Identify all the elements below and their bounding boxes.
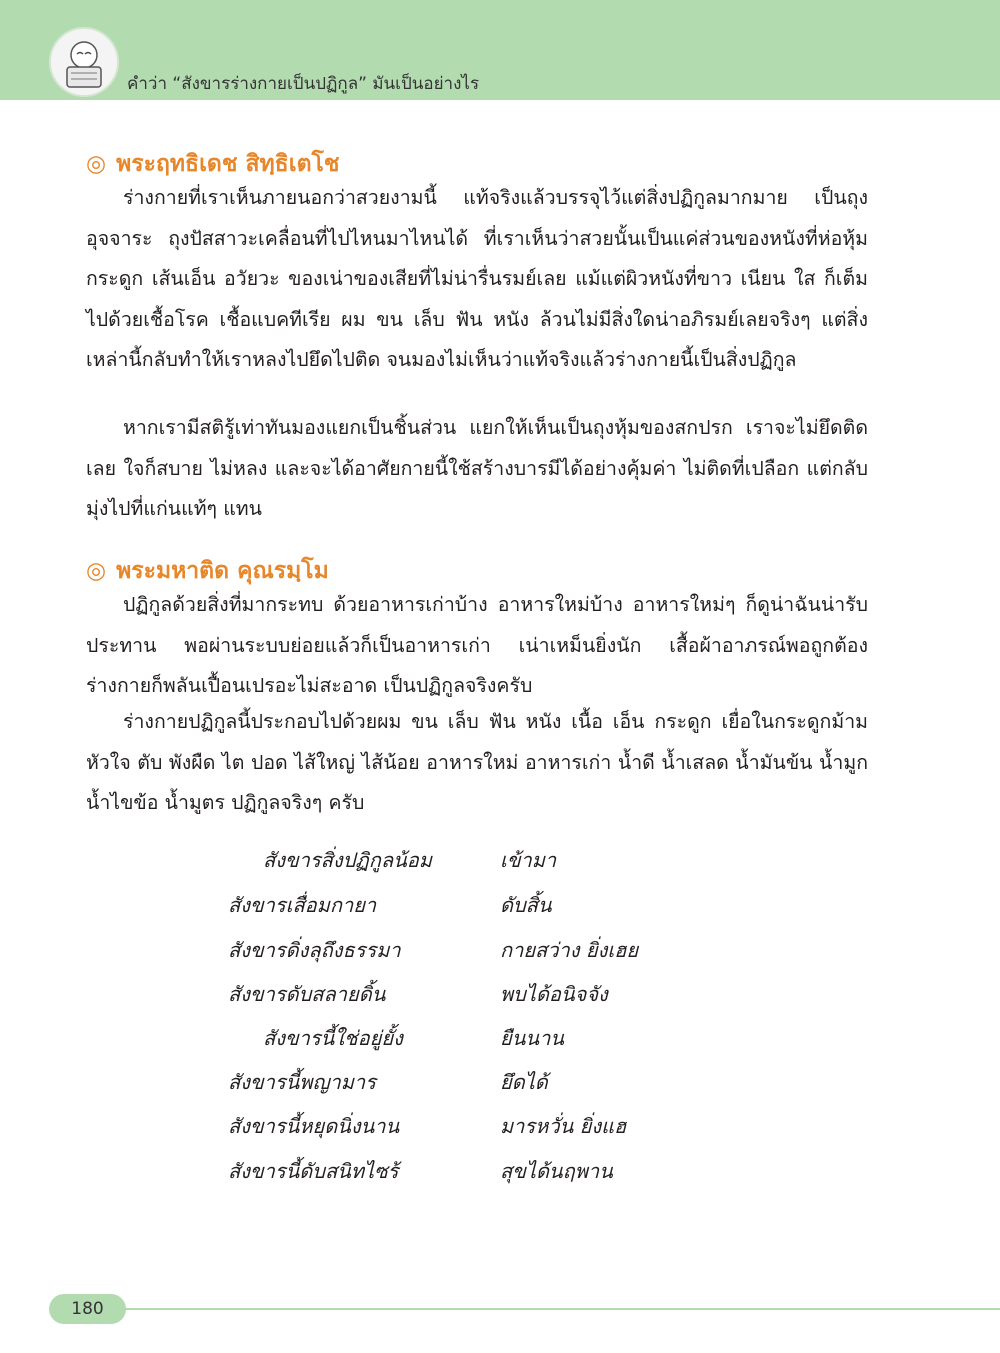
poem-line-left: สังขารสิ่งปฏิกูลน้อม (263, 848, 432, 872)
poem-line-left: สังขารนี้ใช่อยู่ยั้ง (263, 1026, 403, 1050)
page-header (0, 0, 1000, 100)
poem-line-left: สังขารดับสลายดิ้น (228, 982, 386, 1006)
poem-line-left: สังขารนี้พญามาร (228, 1070, 376, 1094)
paragraph: หากเรามีสติรู้เท่าทันมองแยกเป็นชิ้นส่วน แยกให้เห็นเป็นถุงหุ้มของสกปรก เราจะไม่ยึดติดเลย ใจก็สบาย ไม่หลง และจะได้อาศัยกายนี้ใช้สร้างบารมีได้อย่างคุ้มค่า ไม่ติดที่เปลือก แต่กลับมุ่งไปที่แก่นแท้ๆ แทน (86, 416, 868, 520)
poem-line-left: สังขารนี้ดับสนิทไซร้ (228, 1159, 399, 1183)
paragraph: ร่างกายปฏิกูลนี้ประกอบไปด้วยผม ขน เล็บ ฟัน หนัง เนื้อ เอ็น กระดูก เยื่อในกระดูกม้าม หัวใจ ตับ พังผืด ไต ปอด ไส้ใหญ่ ไส้น้อย อาหารใหม่ อาหารเก่า น้ำดี น้ำเสลด น้ำมันข้น น้ำมูก น้ำไขข้อ น้ำมูตร ปฏิกูลจริงๆ ครับ (86, 710, 868, 814)
poem-line-left: สังขารนี้หยุดนิ่งนาน (228, 1114, 400, 1138)
section-heading-text: พระฤทธิเดช สิทฺธิเตโช (116, 151, 340, 177)
target-bullet-icon: ◎ (86, 558, 107, 584)
poem-line-right: กายสว่าง ยิ่งเฮย (500, 938, 639, 962)
section-heading-2 (86, 553, 329, 589)
poem-line-right: พบได้อนิจจัง (500, 982, 608, 1006)
poem-line-left: สังขารดิ่งลุถึงธรรมา (228, 938, 401, 962)
poem-line-left: สังขารเสื่อมกายา (228, 893, 377, 917)
paragraph: ร่างกายที่เราเห็นภายนอกว่าสวยงามนี้ แท้จริงแล้วบรรจุไว้แต่สิ่งปฏิกูลมากมาย เป็นถุงอุจจาระ ถุงปัสสาวะเคลื่อนที่ไปไหนมาไหนได้ ที่เราเห็นว่าสวยนั้นเป็นแค่ส่วนของหนังที่ห่อหุ้มกระดูก เส้นเอ็น อวัยวะ ของเน่าของเสียที่ไม่น่ารื่นรมย์เลย แม้แต่ผิวหนังที่ขาว เนียน ใส ก็เต็มไปด้วยเชื้อโรค เชื้อแบคทีเรีย ผม ขน เล็บ ฟัน หนัง ล้วนไม่มีสิ่งใดน่าอภิรมย์เลยจริงๆ แต่สิ่งเหล่านี้กลับทำให้เราหลงไปยึดไปติด จนมองไม่เห็นว่าแท้จริงแล้วร่างกายนี้เป็นสิ่งปฏิกูล (86, 186, 868, 371)
poem-line-right: มารหวั่น ยิ่งแฮ (500, 1114, 627, 1138)
paragraph: ปฏิกูลด้วยสิ่งที่มากระทบ ด้วยอาหารเก่าบ้าง อาหารใหม่บ้าง อาหารใหม่ๆ ก็ดูน่าฉันน่ารับประทาน พอผ่านระบบย่อยแล้วก็เป็นอาหารเก่า เน่าเหม็นยิ่งนัก เสื้อผ้าอาภรณ์พอถูกต้องร่างกายก็พลันเปื้อนเปรอะไม่สะอาด เป็นปฏิกูลจริงครับ (86, 593, 868, 697)
poem-line-right: เข้ามา (500, 848, 557, 872)
chapter-title: คำว่า “สังขารร่างกายเป็นปฏิกูล” มันเป็นอย่างไร (127, 74, 480, 94)
poem-line-right: สุขได้นฤพาน (500, 1159, 613, 1183)
page-number: 180 (49, 1294, 126, 1324)
monk-illustration-icon (49, 27, 119, 97)
poem-line-right: ยืนนาน (500, 1026, 564, 1050)
section-heading-text: พระมหาติด คุณรมฺโม (116, 558, 329, 584)
target-bullet-icon: ◎ (86, 151, 107, 177)
poem-line-right: ดับสิ้น (500, 893, 552, 917)
section-heading-1 (86, 146, 340, 182)
footer-divider (124, 1308, 1000, 1310)
poem-line-right: ยึดได้ (500, 1070, 548, 1094)
